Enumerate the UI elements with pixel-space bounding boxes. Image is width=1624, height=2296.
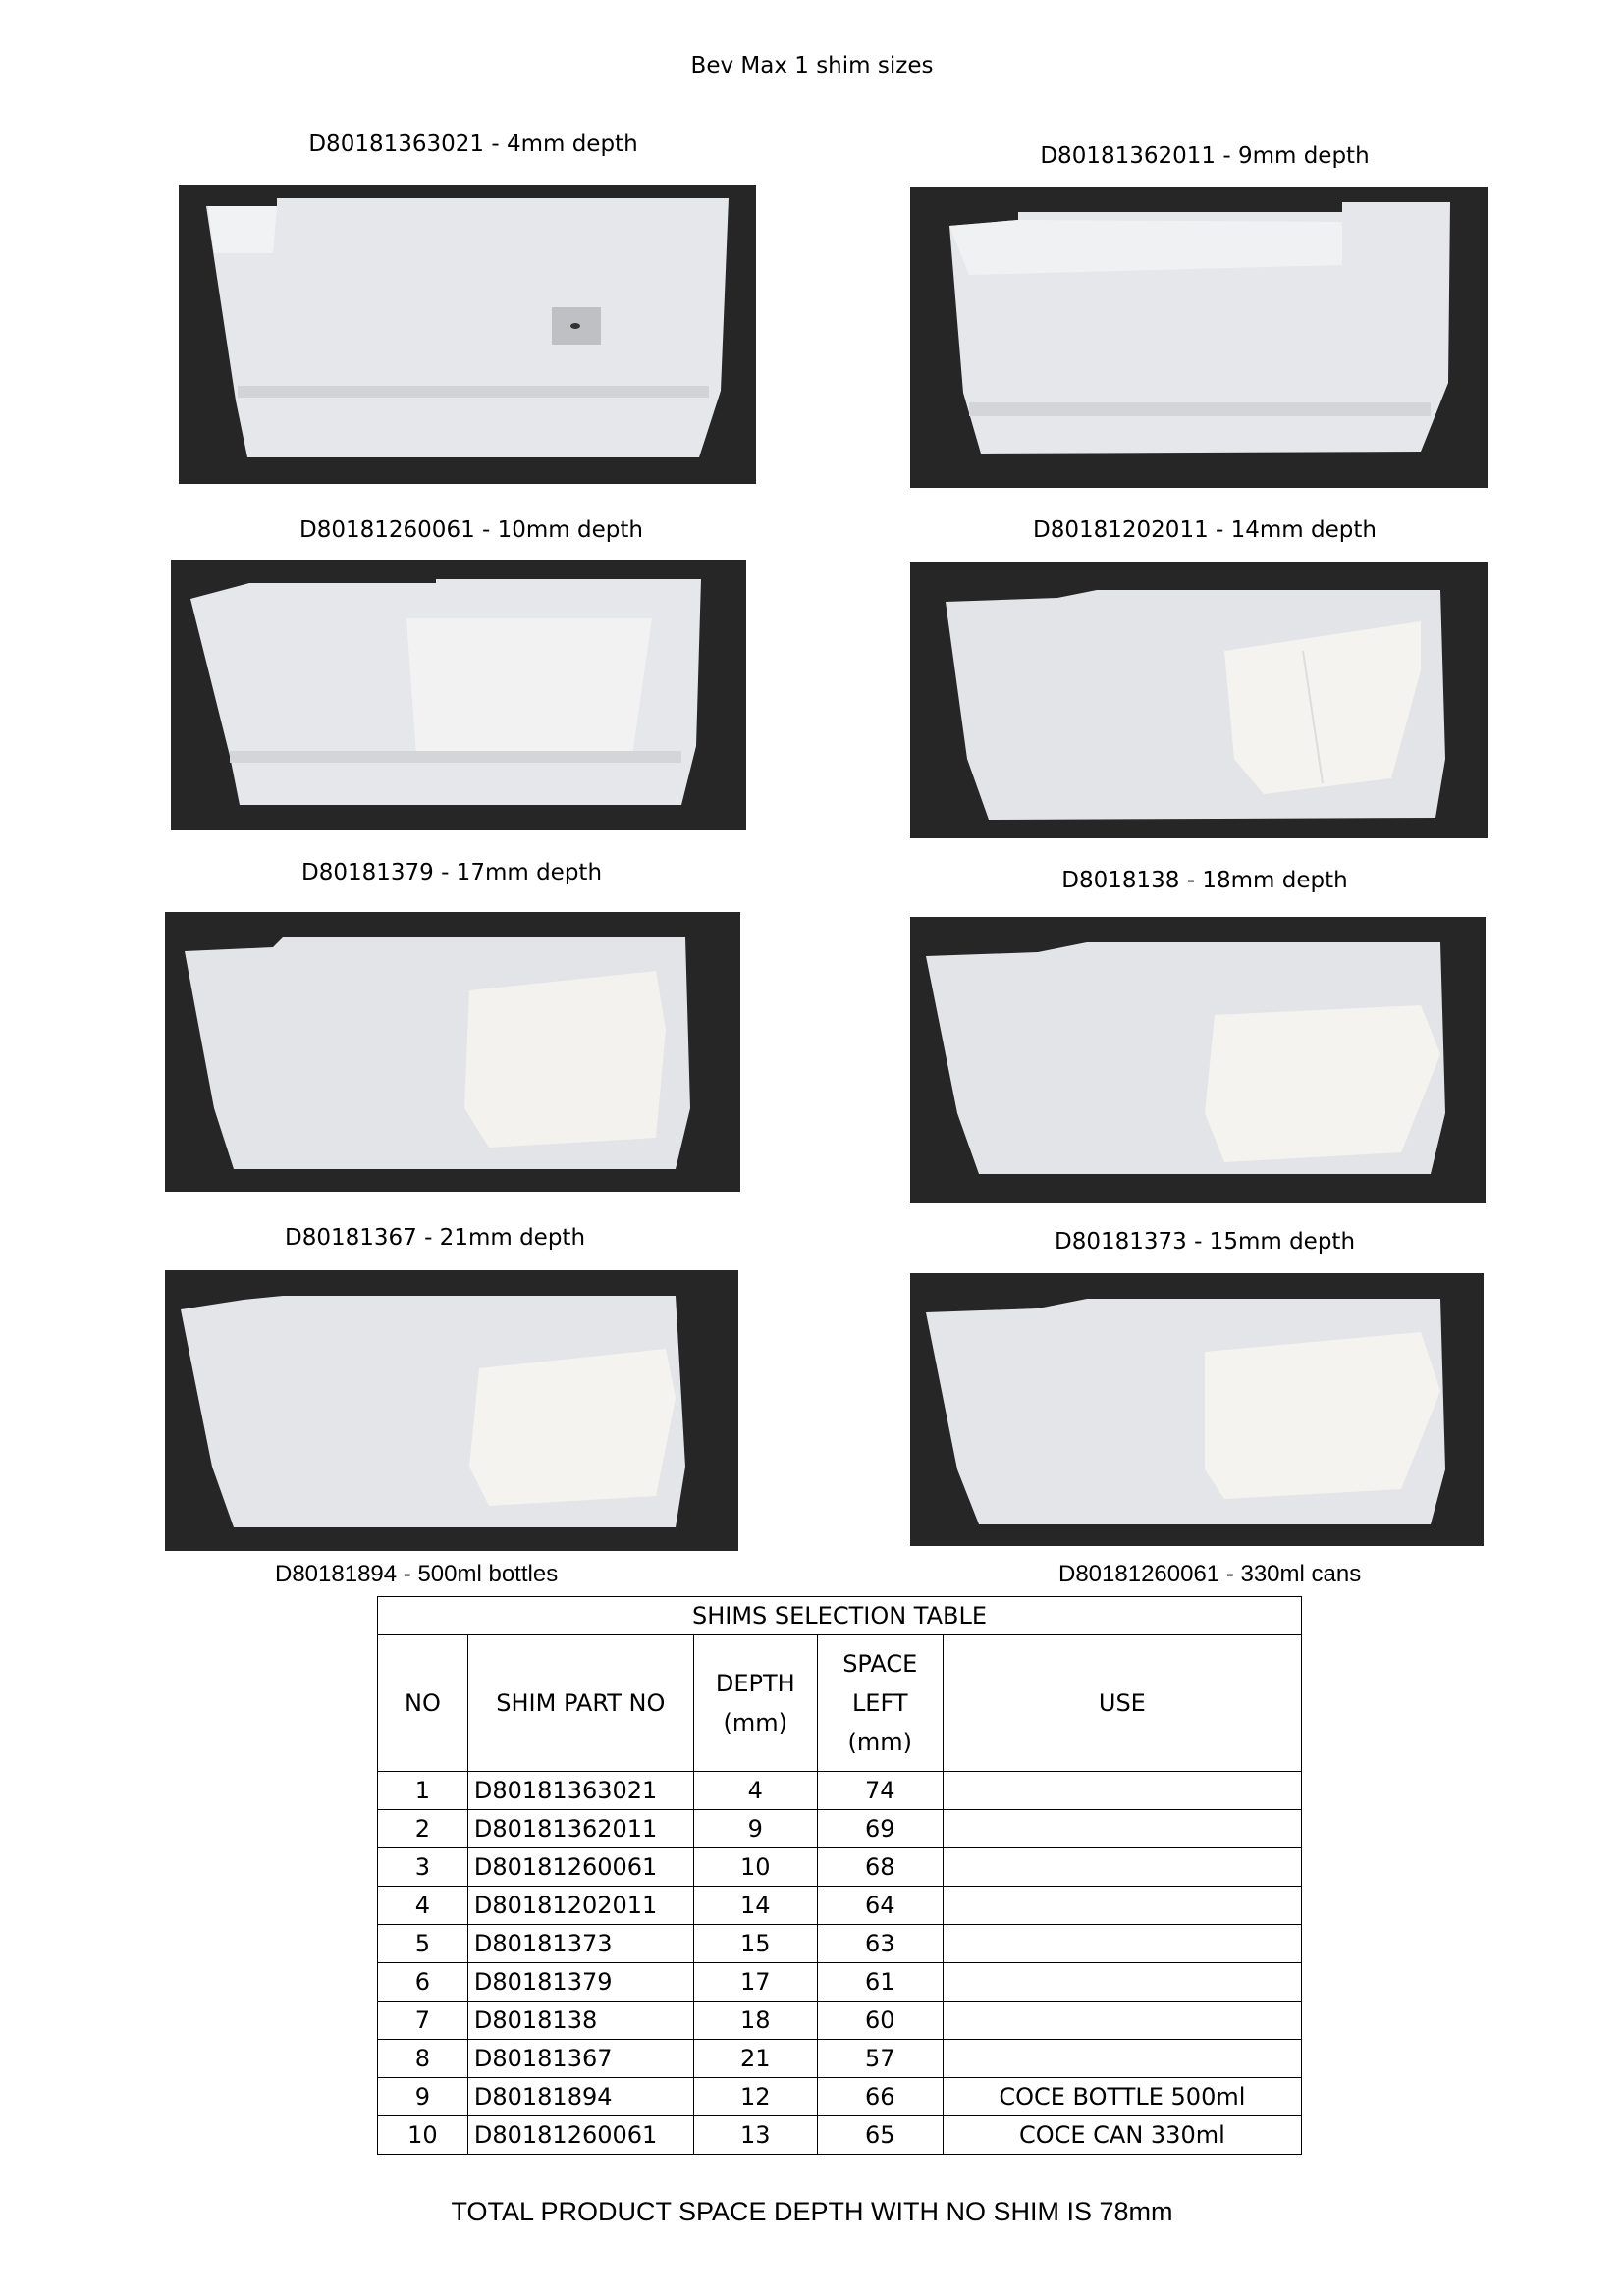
cell-space: 64 (817, 1887, 943, 1925)
photo-caption-1: D80181363021 - 4mm depth (308, 132, 638, 157)
table-row (378, 2078, 1302, 2116)
photo-caption-3: D80181260061 - 10mm depth (299, 517, 643, 543)
shim-photo-8 (910, 1273, 1484, 1546)
bottom-caption-bottles: D80181894 - 500ml bottles (275, 1561, 559, 1587)
cell-use: COCE BOTTLE 500ml (943, 2078, 1301, 2116)
cell-no: 6 (378, 1963, 468, 2002)
cell-space: 57 (817, 2040, 943, 2078)
cell-part: D8018138 (467, 2002, 693, 2040)
shim-photo-3 (171, 560, 746, 830)
table-row (378, 2040, 1302, 2078)
photo-caption-8: D80181373 - 15mm depth (1054, 1229, 1356, 1255)
cell-no: 2 (378, 1810, 468, 1848)
shim-photo-5 (165, 912, 740, 1192)
col-header-no: NO (378, 1635, 468, 1772)
table-title: SHIMS SELECTION TABLE (378, 1597, 1302, 1635)
cell-no: 1 (378, 1772, 468, 1810)
col-header-use: USE (943, 1635, 1301, 1772)
cell-part: D80181367 (467, 2040, 693, 2078)
cell-depth: 13 (693, 2116, 817, 2155)
cell-no: 5 (378, 1925, 468, 1963)
cell-space: 65 (817, 2116, 943, 2155)
table-row (378, 1887, 1302, 1925)
col-header-part: SHIM PART NO (467, 1635, 693, 1772)
cell-part: D80181260061 (467, 1848, 693, 1887)
total-space-note: TOTAL PRODUCT SPACE DEPTH WITH NO SHIM IS 78mm (451, 2197, 1173, 2226)
cell-depth: 12 (693, 2078, 817, 2116)
cell-use: COCE CAN 330ml (943, 2116, 1301, 2155)
cell-depth: 15 (693, 1925, 817, 1963)
table-row (378, 2002, 1302, 2040)
page-title: Bev Max 1 shim sizes (690, 53, 934, 79)
shim-photo-1 (179, 185, 756, 484)
table-row (378, 2116, 1302, 2155)
cell-depth: 10 (693, 1848, 817, 1887)
cell-depth: 21 (693, 2040, 817, 2078)
cell-part: D80181362011 (467, 1810, 693, 1848)
cell-space: 69 (817, 1810, 943, 1848)
cell-part: D80181894 (467, 2078, 693, 2116)
cell-use (943, 1772, 1301, 1810)
cell-use (943, 1963, 1301, 2002)
table-row (378, 1925, 1302, 1963)
cell-space: 63 (817, 1925, 943, 1963)
cell-space: 66 (817, 2078, 943, 2116)
cell-no: 10 (378, 2116, 468, 2155)
cell-part: D80181202011 (467, 1887, 693, 1925)
cell-no: 7 (378, 2002, 468, 2040)
cell-use (943, 2040, 1301, 2078)
photo-caption-2: D80181362011 - 9mm depth (1040, 143, 1370, 169)
col-header-space: SPACE LEFT (mm) (817, 1635, 943, 1772)
table-row (378, 1963, 1302, 2002)
cell-space: 61 (817, 1963, 943, 2002)
cell-part: D80181379 (467, 1963, 693, 2002)
cell-space: 68 (817, 1848, 943, 1887)
photo-caption-7: D80181367 - 21mm depth (284, 1225, 586, 1251)
bottom-caption-cans: D80181260061 - 330ml cans (1058, 1561, 1362, 1587)
shims-selection-table (377, 1596, 1302, 2155)
cell-use (943, 1848, 1301, 1887)
cell-part: D80181363021 (467, 1772, 693, 1810)
cell-use (943, 1810, 1301, 1848)
cell-no: 4 (378, 1887, 468, 1925)
shim-photo-6 (910, 917, 1486, 1203)
cell-no: 8 (378, 2040, 468, 2078)
cell-use (943, 1925, 1301, 1963)
cell-space: 74 (817, 1772, 943, 1810)
cell-use (943, 2002, 1301, 2040)
cell-part: D80181373 (467, 1925, 693, 1963)
cell-part: D80181260061 (467, 2116, 693, 2155)
cell-depth: 18 (693, 2002, 817, 2040)
cell-depth: 17 (693, 1963, 817, 2002)
shim-photo-4 (910, 562, 1488, 838)
col-header-depth: DEPTH (mm) (693, 1635, 817, 1772)
photo-caption-5: D80181379 - 17mm depth (300, 860, 603, 885)
shim-photo-2 (910, 187, 1488, 488)
photo-caption-4: D80181202011 - 14mm depth (1033, 517, 1377, 543)
shim-photo-7 (165, 1270, 738, 1551)
cell-depth: 9 (693, 1810, 817, 1848)
cell-depth: 4 (693, 1772, 817, 1810)
photo-caption-6: D8018138 - 18mm depth (1061, 868, 1348, 893)
cell-use (943, 1887, 1301, 1925)
table-row (378, 1810, 1302, 1848)
cell-no: 3 (378, 1848, 468, 1887)
cell-no: 9 (378, 2078, 468, 2116)
cell-depth: 14 (693, 1887, 817, 1925)
table-row (378, 1848, 1302, 1887)
cell-space: 60 (817, 2002, 943, 2040)
table-row (378, 1772, 1302, 1810)
